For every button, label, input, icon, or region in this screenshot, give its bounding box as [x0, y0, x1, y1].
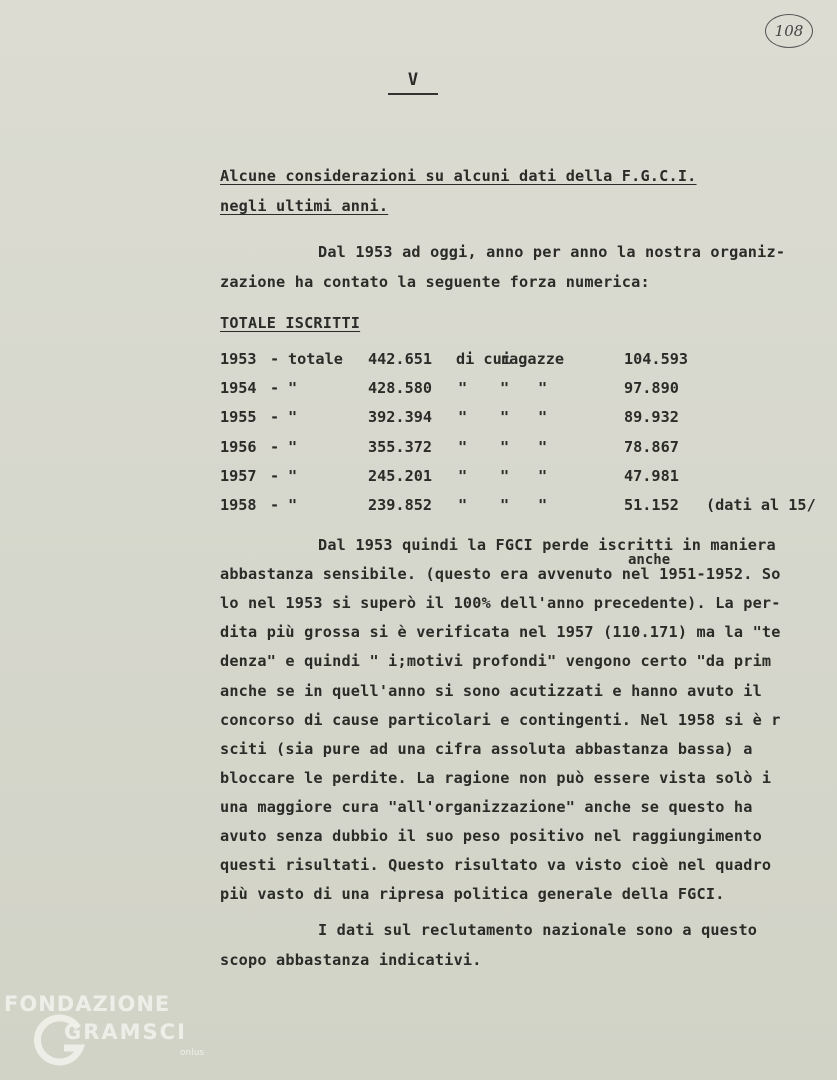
total-cell: 392.394 — [368, 408, 433, 427]
ditto-mark-1: " — [458, 437, 468, 456]
total-cell: 442.651 — [368, 350, 433, 368]
body-line: abbastanza sensibile. (questo era avvenuto nel 1951-1952. So — [220, 565, 781, 584]
body-line: denza" e quindi " i;motivi profondi" vengono certo "da prim — [220, 652, 772, 671]
dash-cell: - — [270, 437, 280, 456]
body-line: lo nel 1953 si superò il 100% dell'anno precedente). La per- — [220, 594, 781, 613]
intro-line-2: zazione ha contato la seguente forza numerica: — [220, 273, 650, 291]
total-cell: 428.580 — [368, 379, 433, 398]
year-cell: 1957 — [220, 466, 257, 485]
body-line: una maggiore cura "all'organizzazione" anche se questo ha — [220, 797, 753, 816]
total-cell: 239.852 — [368, 496, 433, 514]
body-line: sciti (sia pure ad una cifra assoluta abbastanza bassa) a — [220, 739, 753, 758]
ragazze-cell: ragazze — [500, 350, 565, 368]
closing-line-2: scopo abbastanza indicativi. — [220, 951, 482, 969]
label-cell: " — [288, 466, 298, 485]
girls-count-cell: 104.593 — [624, 350, 689, 368]
ditto-mark-3: " — [538, 379, 548, 398]
note-cell: (dati al 15/ — [706, 496, 816, 514]
label-cell: " — [288, 437, 298, 456]
body-line: bloccare le perdite. La ragione non può essere vista solò i — [220, 768, 772, 787]
girls-count-cell: 78.867 — [624, 437, 679, 456]
dash-cell: - — [270, 466, 280, 485]
intro-line-1: Dal 1953 ad oggi, anno per anno la nostra organiz- — [318, 243, 786, 261]
year-cell: 1956 — [220, 437, 257, 456]
body-line: anche se in quell'anno si sono acutizzati e hanno avuto il — [220, 681, 762, 700]
ditto-mark-3: " — [538, 496, 548, 514]
section-numeral: V — [388, 70, 438, 95]
girls-count-cell: 97.890 — [624, 379, 679, 398]
dash-cell: - — [270, 379, 280, 398]
body-line: avuto senza dubbio il suo peso positivo nel raggiungimento — [220, 827, 762, 845]
body-line: Dal 1953 quindi la FGCI perde iscritti in maniera — [318, 536, 776, 554]
watermark-line-3: onlus — [180, 1048, 205, 1058]
year-cell: 1958 — [220, 496, 257, 514]
title-line-1: Alcune considerazioni su alcuni dati della F.G.C.I. — [220, 167, 697, 185]
closing-line-1: I dati sul reclutamento nazionale sono a questo — [318, 921, 758, 939]
label-cell: " — [288, 379, 298, 398]
watermark-line-1: FONDAZIONE — [4, 992, 171, 1016]
body-line: dita più grossa si è verificata nel 1957 (110.171) ma la "te — [220, 623, 781, 642]
dash-cell: - — [270, 350, 280, 368]
dash-cell: - — [270, 408, 280, 427]
ditto-mark-2: " — [500, 408, 510, 427]
year-cell: 1955 — [220, 408, 257, 427]
body-line: questi risultati. Questo risultato va visto cioè nel quadro — [220, 856, 772, 875]
watermark-line-2: GRAMSCI — [64, 1020, 187, 1044]
label-cell: " — [288, 408, 298, 427]
ditto-mark-3: " — [538, 466, 548, 485]
year-cell: 1954 — [220, 379, 257, 398]
label-cell: " — [288, 496, 298, 514]
ditto-mark-3: " — [538, 408, 548, 427]
ditto-mark-1: " — [458, 466, 468, 485]
dash-cell: - — [270, 496, 280, 514]
ditto-mark-1: " — [458, 496, 468, 514]
fondazione-gramsci-watermark — [4, 992, 214, 1072]
ditto-mark-1: " — [458, 379, 468, 398]
girls-count-cell: 89.932 — [624, 408, 679, 427]
body-line: più vasto di una ripresa politica generale della FGCI. — [220, 885, 725, 904]
ditto-mark-3: " — [538, 437, 548, 456]
inserted-word: anche — [628, 552, 671, 568]
label-cell: totale — [288, 350, 343, 368]
year-cell: 1953 — [220, 350, 257, 368]
ditto-mark-2: " — [500, 437, 510, 456]
girls-count-cell: 47.981 — [624, 466, 679, 485]
total-cell: 245.201 — [368, 466, 433, 485]
body-line: concorso di cause particolari e contingenti. Nel 1958 si è r — [220, 710, 781, 729]
ditto-mark-2: " — [500, 466, 510, 485]
title-line-2: negli ultimi anni. — [220, 197, 389, 215]
ditto-mark-1: " — [458, 408, 468, 427]
ditto-mark-2: " — [500, 496, 510, 514]
ditto-mark-2: " — [500, 379, 510, 398]
di-cui-cell: di cui — [456, 350, 511, 368]
table-heading: TOTALE ISCRITTI — [220, 314, 361, 332]
page-number-stamp: 108 — [765, 14, 813, 48]
total-cell: 355.372 — [368, 437, 433, 456]
girls-count-cell: 51.152 — [624, 496, 679, 514]
